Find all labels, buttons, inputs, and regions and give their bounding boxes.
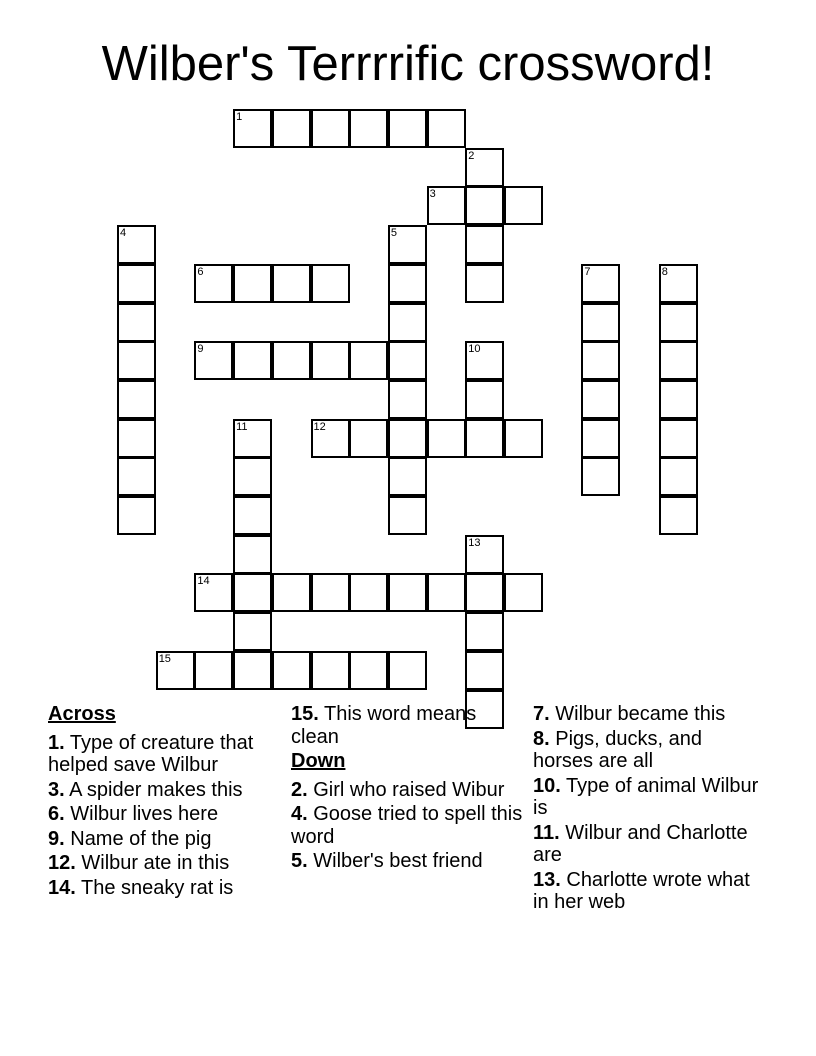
clue-text: Type of animal Wilbur is xyxy=(533,774,759,819)
clue-number-label: 1 xyxy=(236,111,243,123)
grid-cell[interactable] xyxy=(659,264,698,303)
grid-cell[interactable] xyxy=(581,380,620,419)
grid-cell[interactable] xyxy=(659,341,698,380)
clue-column-3 xyxy=(533,703,765,916)
grid-cell[interactable] xyxy=(233,496,272,535)
clue-number: 2. xyxy=(291,778,308,801)
grid-cell[interactable] xyxy=(156,651,195,690)
grid-cell[interactable] xyxy=(465,148,504,187)
clue-across-6 xyxy=(48,803,280,826)
grid-cell[interactable] xyxy=(465,264,504,303)
grid-cell[interactable] xyxy=(388,651,427,690)
clue-down-13 xyxy=(533,869,765,914)
clue-number-label: 6 xyxy=(197,265,204,278)
grid-cell[interactable] xyxy=(465,573,504,612)
grid-cell[interactable] xyxy=(581,419,620,458)
clue-number: 3. xyxy=(48,778,65,801)
clue-number: 14. xyxy=(48,876,76,899)
puzzle-title: Wilber's Terrrrific crossword! xyxy=(101,37,715,91)
grid-cell[interactable] xyxy=(465,612,504,651)
clue-number: 12. xyxy=(48,852,76,874)
clue-text: Wilbur became this xyxy=(549,703,726,725)
clue-number-label: 9 xyxy=(197,343,204,356)
grid-cell[interactable] xyxy=(117,303,156,342)
grid-cell[interactable] xyxy=(581,457,620,496)
grid-cell[interactable] xyxy=(388,225,427,264)
clue-text: Wilbur lives here xyxy=(64,803,219,825)
clue-number-label: 13 xyxy=(468,536,481,549)
grid-cell[interactable] xyxy=(311,419,350,458)
clue-across-1 xyxy=(48,732,280,777)
clue-down-4 xyxy=(291,803,523,848)
clue-number-label: 2 xyxy=(468,149,475,162)
grid-cell[interactable] xyxy=(659,303,698,342)
clue-number-label: 10 xyxy=(468,343,481,356)
grid-cell[interactable] xyxy=(311,573,350,612)
clue-text: Wilbur ate in this xyxy=(75,852,230,874)
clue-text: Wilber's best friend xyxy=(307,850,483,872)
clue-number-label: 12 xyxy=(313,420,326,433)
grid-cell[interactable] xyxy=(349,109,388,148)
clue-text: The sneaky rat is xyxy=(75,876,234,899)
grid-cell[interactable] xyxy=(388,457,427,496)
grid-cell[interactable] xyxy=(272,264,311,303)
grid-cell[interactable] xyxy=(388,264,427,303)
grid-cell[interactable] xyxy=(581,341,620,380)
grid-cell[interactable] xyxy=(388,380,427,419)
grid-cell[interactable] xyxy=(194,341,233,380)
grid-cell[interactable] xyxy=(388,109,427,148)
grid-cell[interactable] xyxy=(388,496,427,535)
clue-number-label: 3 xyxy=(429,188,436,201)
grid-cell[interactable] xyxy=(659,457,698,496)
clue-text: Wilbur and Charlotte are xyxy=(533,821,748,866)
clue-number: 7. xyxy=(533,703,550,725)
grid-cell[interactable] xyxy=(659,380,698,419)
grid-cell[interactable] xyxy=(388,419,427,458)
grid-cell[interactable] xyxy=(117,496,156,535)
clue-text: Type of creature that helped save Wilbur xyxy=(48,731,254,776)
grid-cell[interactable] xyxy=(233,651,272,690)
clue-number: 8. xyxy=(533,727,550,750)
grid-cell[interactable] xyxy=(349,573,388,612)
down-heading: Down xyxy=(291,750,346,772)
clue-across-15 xyxy=(291,703,523,748)
grid-cell[interactable] xyxy=(117,457,156,496)
clue-number-label: 4 xyxy=(120,227,127,240)
grid-cell[interactable] xyxy=(233,535,272,574)
grid-cell[interactable] xyxy=(233,109,272,148)
grid-cell[interactable] xyxy=(194,264,233,303)
grid-cell[interactable] xyxy=(504,419,543,458)
clue-down-11 xyxy=(533,822,765,867)
clue-text: This word means clean xyxy=(291,703,477,748)
clue-number: 4. xyxy=(291,803,308,825)
clue-column-2 xyxy=(291,703,523,875)
grid-cell[interactable] xyxy=(272,651,311,690)
grid-cell[interactable] xyxy=(465,341,504,380)
across-heading: Across xyxy=(48,703,116,725)
grid-cell[interactable] xyxy=(194,651,233,690)
grid-cell[interactable] xyxy=(581,303,620,342)
grid-cell[interactable] xyxy=(659,496,698,535)
clue-number: 5. xyxy=(291,850,308,872)
clue-down-7 xyxy=(533,703,765,726)
grid-cell[interactable] xyxy=(388,573,427,612)
grid-cell[interactable] xyxy=(311,109,350,148)
grid-cell[interactable] xyxy=(659,419,698,458)
clue-text: Girl who raised Wibur xyxy=(307,778,505,801)
grid-cell[interactable] xyxy=(272,573,311,612)
grid-cell[interactable] xyxy=(465,186,504,225)
grid-cell[interactable] xyxy=(233,573,272,612)
clue-text: Charlotte wrote what in her web xyxy=(533,868,750,913)
grid-cell[interactable] xyxy=(349,341,388,380)
grid-cell[interactable] xyxy=(349,651,388,690)
clue-down-5 xyxy=(291,850,523,873)
grid-cell[interactable] xyxy=(311,651,350,690)
clue-across-14 xyxy=(48,877,280,900)
clue-number: 15. xyxy=(291,703,319,725)
clue-number-label: 11 xyxy=(236,420,248,433)
clue-number-label: 14 xyxy=(197,575,210,588)
grid-cell[interactable] xyxy=(117,264,156,303)
clue-number-label: 5 xyxy=(390,227,398,240)
grid-cell[interactable] xyxy=(465,419,504,458)
clue-text: Pigs, ducks, and horses are all xyxy=(533,727,702,772)
grid-cell[interactable] xyxy=(117,341,156,380)
clue-across-3 xyxy=(48,779,280,802)
clue-down-10 xyxy=(533,775,765,820)
clue-number: 1. xyxy=(48,731,65,754)
clue-down-2 xyxy=(291,779,523,802)
grid-cell[interactable] xyxy=(349,419,388,458)
grid-cell[interactable] xyxy=(233,457,272,496)
grid-cell[interactable] xyxy=(504,186,543,225)
grid-cell[interactable] xyxy=(581,264,620,303)
grid-cell[interactable] xyxy=(465,651,504,690)
grid-cell[interactable] xyxy=(388,341,427,380)
grid-cell[interactable] xyxy=(117,380,156,419)
grid-cell[interactable] xyxy=(233,264,272,303)
clue-number-label: 7 xyxy=(584,265,591,278)
clue-across-9 xyxy=(48,828,280,851)
grid-cell[interactable] xyxy=(504,573,543,612)
grid-cell[interactable] xyxy=(311,341,350,380)
grid-cell[interactable] xyxy=(311,264,350,303)
grid-cell[interactable] xyxy=(194,573,233,612)
clue-number: 10. xyxy=(533,774,561,797)
grid-cell[interactable] xyxy=(427,109,466,148)
grid-cell[interactable] xyxy=(388,303,427,342)
grid-cell[interactable] xyxy=(427,186,466,225)
grid-cell[interactable] xyxy=(465,225,504,264)
grid-cell[interactable] xyxy=(427,419,466,458)
grid-cell[interactable] xyxy=(117,419,156,458)
grid-cell[interactable] xyxy=(233,341,272,380)
clue-number: 6. xyxy=(48,803,65,825)
grid-cell[interactable] xyxy=(272,109,311,148)
grid-cell[interactable] xyxy=(117,225,156,264)
clue-number-label: 8 xyxy=(661,265,668,278)
clue-text: Name of the pig xyxy=(64,827,212,850)
clue-number: 13. xyxy=(533,868,561,891)
grid-cell[interactable] xyxy=(233,612,272,651)
grid-cell[interactable] xyxy=(465,535,504,574)
grid-cell[interactable] xyxy=(233,419,272,458)
clue-text: A spider makes this xyxy=(64,778,243,801)
clue-down-8 xyxy=(533,728,765,773)
clue-text: Goose tried to spell this word xyxy=(291,803,523,848)
clue-across-12 xyxy=(48,852,280,875)
clue-column-1 xyxy=(48,703,280,901)
grid-cell[interactable] xyxy=(427,573,466,612)
grid-cell[interactable] xyxy=(272,341,311,380)
clue-number: 11. xyxy=(533,821,560,844)
clue-number-label: 15 xyxy=(158,652,171,665)
grid-cell[interactable] xyxy=(465,380,504,419)
clue-number: 9. xyxy=(48,827,65,850)
